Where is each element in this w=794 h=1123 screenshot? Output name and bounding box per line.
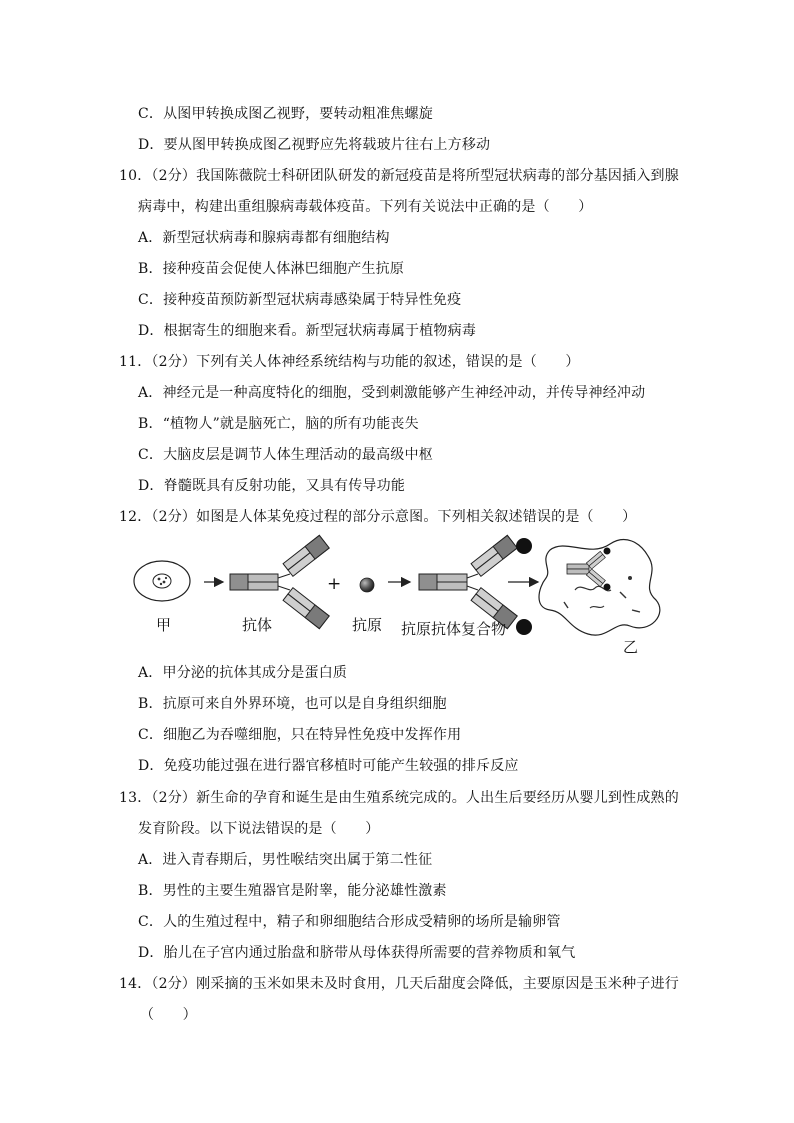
q11-stem-line1: 11．（2分）下列有关人体神经系统结构与功能的叙述，错误的是（ ）	[119, 354, 580, 370]
plasma-cell-jia	[134, 561, 190, 601]
q14-stem-line2: （ ）	[140, 1007, 197, 1023]
q10-option-d: D．根据寄生的细胞来看。新型冠状病毒属于植物病毒	[138, 323, 477, 339]
q13-stem-line2: 发育阶段。以下说法错误的是（ ）	[138, 821, 380, 837]
q9-option-c: C．从图甲转换成图乙视野，要转动粗准焦螺旋	[138, 106, 433, 122]
q12-option-b: B．抗原可来自外界环境，也可以是自身组织细胞	[138, 696, 447, 712]
figure-label-jia: 甲	[156, 616, 172, 634]
figure-label-yi: 乙	[623, 638, 639, 656]
q12-option-a: A．甲分泌的抗体其成分是蛋白质	[138, 665, 348, 681]
q11-option-c: C．大脑皮层是调节人体生理活动的最高级中枢	[138, 447, 433, 463]
q12-stem-line1: 12．（2分）如图是人体某免疫过程的部分示意图。下列相关叙述错误的是（ ）	[119, 509, 637, 525]
phagocyte-yi	[539, 540, 660, 636]
antigen-ball	[360, 578, 374, 592]
bound-antigen-top	[516, 538, 532, 554]
figure-label-antigen: 抗原	[352, 616, 383, 634]
figure-plus-sign: +	[327, 574, 342, 594]
q10-option-b: B．接种疫苗会促使人体淋巴细胞产生抗原	[138, 261, 405, 277]
q13-option-a: A．进入青春期后，男性喉结突出属于第二性征	[138, 852, 433, 868]
q10-stem-line2: 病毒中，构建出重组腺病毒载体疫苗。下列有关说法中正确的是（ ）	[138, 199, 593, 215]
immune-process-figure	[120, 530, 680, 665]
q13-option-d: D．胎儿在子宫内通过胎盘和脐带从母体获得所需要的营养物质和氧气	[138, 945, 576, 961]
q10-option-c: C．接种疫苗预防新型冠状病毒感染属于特异性免疫	[138, 292, 462, 308]
q11-option-d: D．脊髓既具有反射功能，又具有传导功能	[138, 478, 406, 494]
figure-label-antibody: 抗体	[242, 616, 273, 634]
q12-option-c: C．细胞乙为吞噬细胞，只在特异性免疫中发挥作用	[138, 727, 462, 743]
q11-option-a: A．神经元是一种高度特化的细胞，受到刺激能够产生神经冲动，并传导神经冲动	[138, 385, 646, 401]
q13-stem-line1: 13．（2分）新生命的孕育和诞生是由生殖系统完成的。人出生后要经历从婴儿到性成熟的	[119, 790, 679, 806]
immune-process-diagram	[120, 530, 680, 665]
q13-option-c: C．人的生殖过程中，精子和卵细胞结合形成受精卵的场所是输卵管	[138, 914, 561, 930]
figure-label-complex: 抗原抗体复合物	[401, 620, 507, 638]
q13-option-b: B．男性的主要生殖器官是附睾，能分泌雄性激素	[138, 883, 447, 899]
antibody-shape	[230, 535, 329, 628]
q14-stem-line1: 14．（2分）刚采摘的玉米如果未及时食用，几天后甜度会降低，主要原因是玉米种子进行	[119, 976, 679, 992]
bound-antigen-bottom	[516, 619, 532, 635]
q10-option-a: A．新型冠状病毒和腺病毒都有细胞结构	[138, 230, 390, 246]
q9-option-d: D．要从图甲转换成图乙视野应先将载玻片往右上方移动	[138, 137, 491, 153]
q12-option-d: D．免疫功能过强在进行器官移植时可能产生较强的排斥反应	[138, 758, 519, 774]
q11-option-b: B．“植物人”就是脑死亡，脑的所有功能丧失	[138, 416, 419, 432]
q10-stem-line1: 10．（2分）我国陈薇院士科研团队研发的新冠疫苗是将所型冠状病毒的部分基因插入到腺	[119, 168, 679, 184]
